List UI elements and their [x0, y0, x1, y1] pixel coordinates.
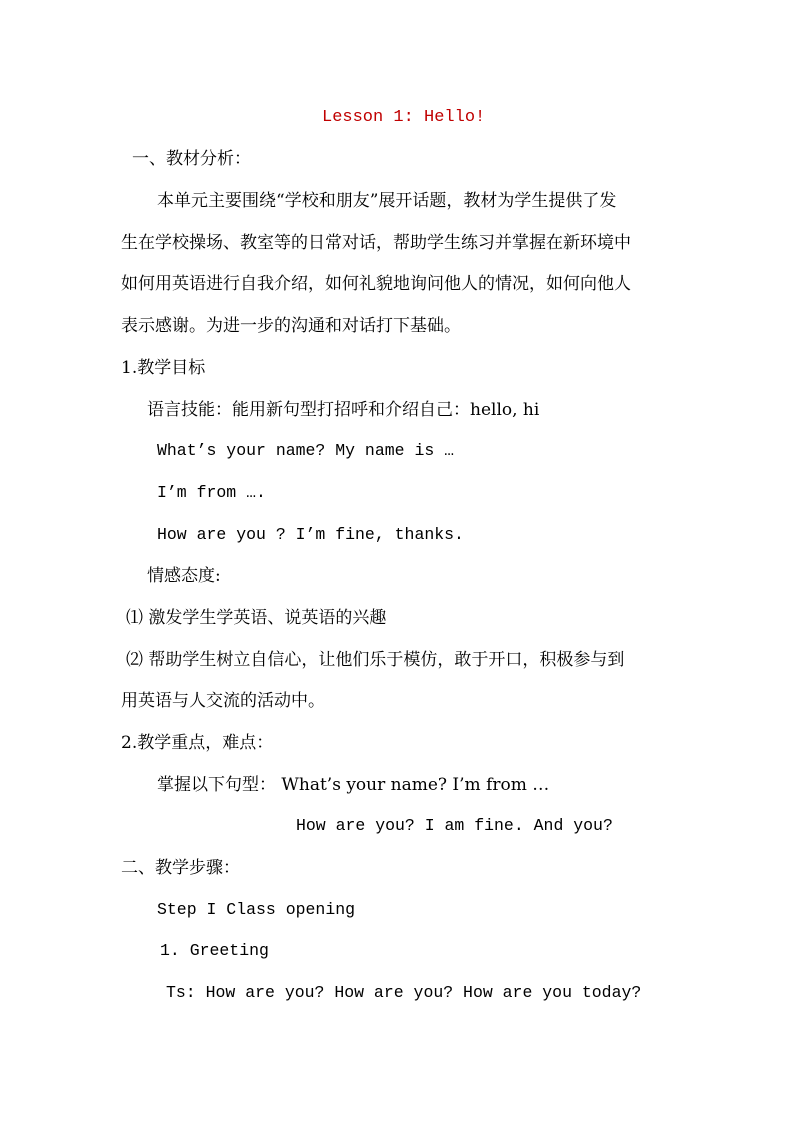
- step-item: 1. Greeting: [160, 941, 269, 960]
- sentence-pattern: I’m from ….: [157, 483, 266, 502]
- page-title: Lesson 1: Hello!: [322, 108, 486, 127]
- paragraph-line: 如何用英语进行自我介绍，如何礼貌地询问他人的情况，如何向他人: [121, 274, 631, 294]
- keypoints-line: How are you? I am fine. And you?: [296, 816, 613, 835]
- paragraph-line: 本单元主要围绕“学校和朋友”展开话题，教材为学生提供了发: [157, 191, 617, 211]
- attitude-heading: 情感态度:: [147, 566, 221, 586]
- skills-line: 语言技能：能用新句型打招呼和介绍自己：hello, hi: [147, 400, 540, 420]
- keypoints-heading: 2.教学重点，难点：: [121, 733, 274, 753]
- attitude-item: ⑴ 激发学生学英语、说英语的兴趣: [126, 608, 387, 628]
- section-heading-analysis: 一、教材分析：: [132, 149, 251, 169]
- step-heading: Step I Class opening: [157, 900, 356, 919]
- goals-heading: 1.教学目标: [121, 358, 206, 378]
- attitude-item-continued: 用英语与人交流的活动中。: [121, 691, 325, 711]
- dialogue-line: Ts: How are you? How are you? How are you today?: [166, 983, 642, 1002]
- sentence-pattern: How are you ? I’m fine, thanks.: [157, 525, 464, 544]
- paragraph-line: 表示感谢。为进一步的沟通和对话打下基础。: [121, 316, 461, 336]
- sentence-pattern: What’s your name? My name is …: [157, 441, 455, 460]
- keypoints-line: 掌握以下句型： What’s your name? I’m from …: [157, 775, 550, 795]
- attitude-item: ⑵ 帮助学生树立自信心，让他们乐于模仿，敢于开口，积极参与到: [126, 650, 625, 670]
- section-heading-steps: 二、教学步骤：: [121, 858, 240, 878]
- paragraph-line: 生在学校操场、教室等的日常对话，帮助学生练习并掌握在新环境中: [121, 233, 631, 253]
